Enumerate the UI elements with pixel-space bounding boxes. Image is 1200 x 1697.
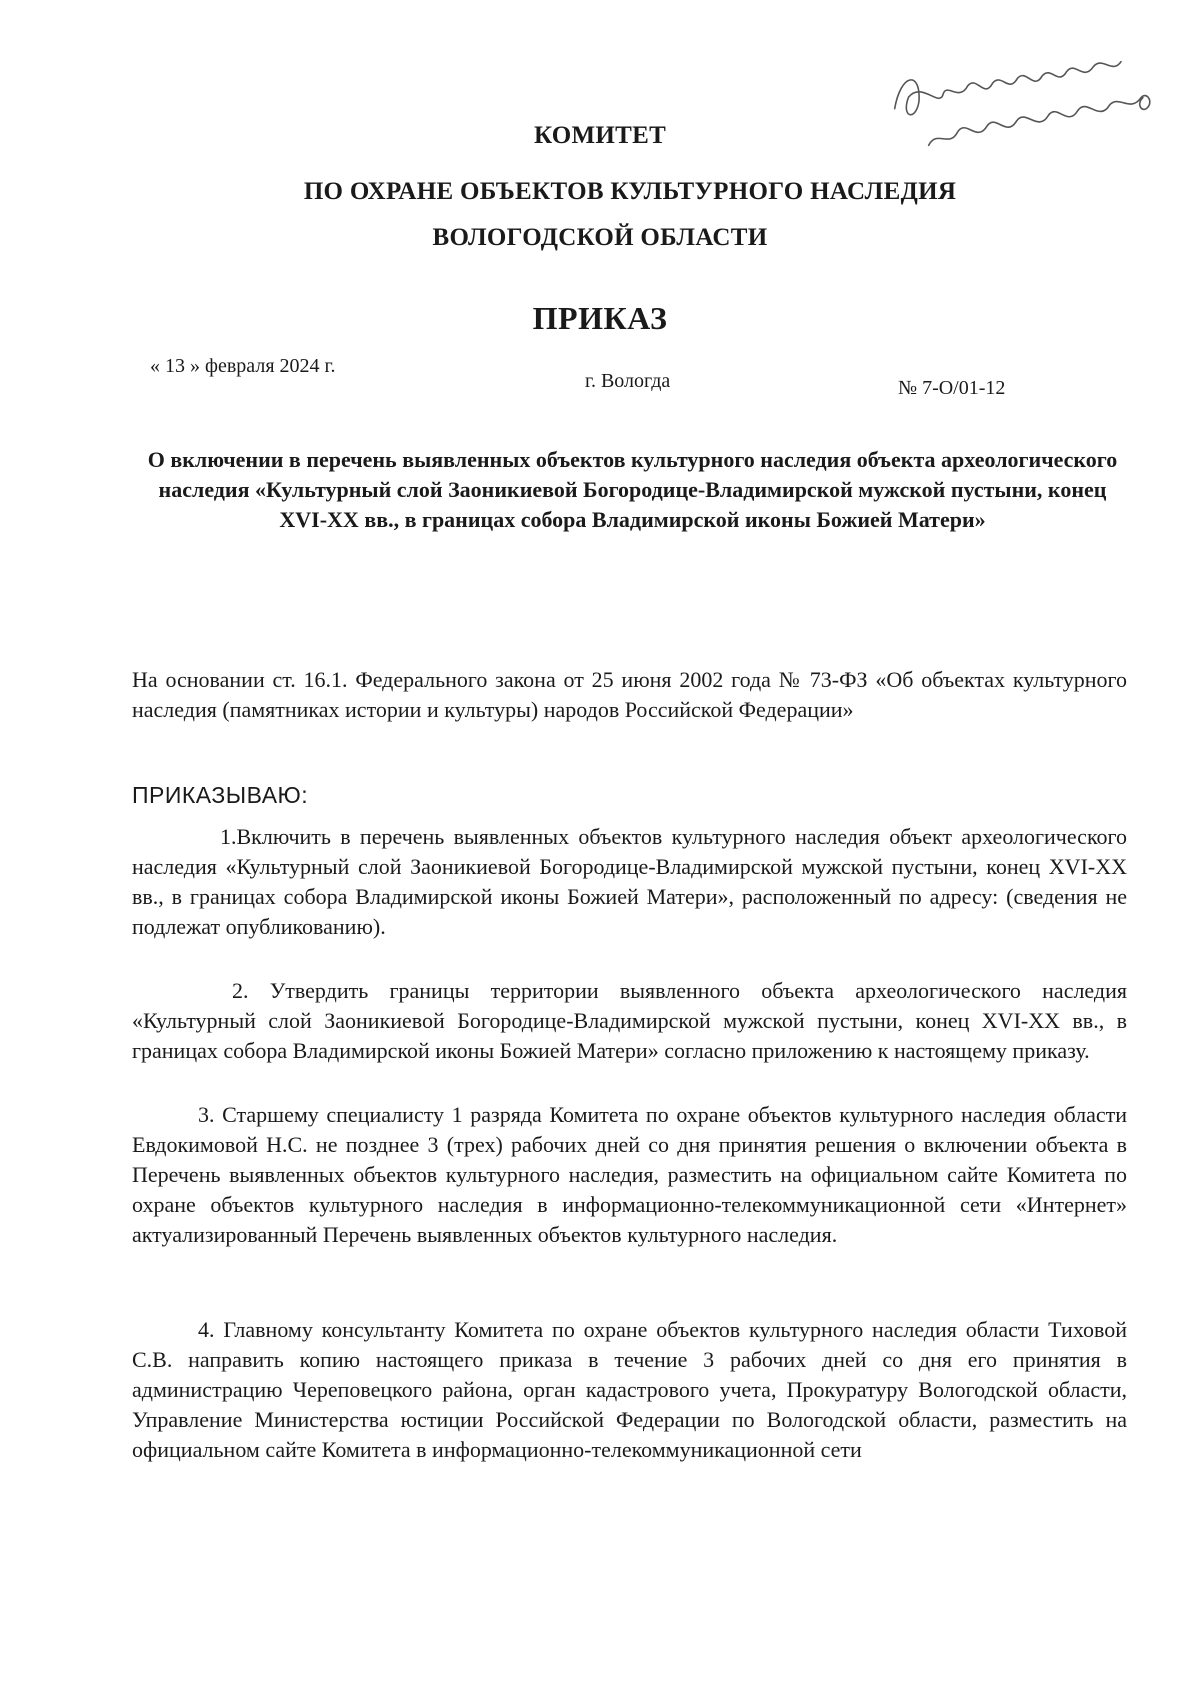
- order-word: ПРИКАЗЫВАЮ:: [132, 782, 309, 808]
- committee-name-line3: ВОЛОГОДСКОЙ ОБЛАСТИ: [432, 224, 768, 251]
- order-item-4: 4. Главному консультанту Комитета по охране объектов культурного наследия области Тиховой С.В. направить копию настоящего приказа в течение 3 рабочих дней со дня его принятия в администрацию Череповецкого района, орган кадастрового учета, Прокуратуру Вологодской области, Управление Министерства юстиции Российской Федерации по Вологодской области, разместить на официальном сайте Комитета в информационно-телекоммуникационной сети: [132, 1317, 1127, 1462]
- committee-name-line2: ПО ОХРАНЕ ОБЪЕКТОВ КУЛЬТУРНОГО НАСЛЕДИЯ: [303, 178, 957, 205]
- order-subject: О включении в перечень выявленных объектов культурного наследия объекта археологического наследия «Культурный слой Заоникиевой Богородице-Владимирской мужской пустыни, конец XVI-XX вв., в границах собора Владимирской иконы Божией Матери»: [147, 447, 1118, 532]
- order-item-2: 2. Утвердить границы территории выявленного объекта археологического наследия «Культурный слой Заоникиевой Богородице-Владимирской мужской пустыни, конец XVI-XX вв., в границах собора Владимирской иконы Божией Матери» согласно приложению к настоящему приказу.: [132, 978, 1127, 1063]
- order-item-3: 3. Старшему специалисту 1 разряда Комитета по охране объектов культурного наследия области Евдокимовой Н.С. не позднее 3 (трех) рабочих дней со дня принятия решения о включении объекта в Перечень выявленных объектов культурного наследия, разместить на официальном сайте Комитета по охране объектов культурного наследия в информационно-телекоммуникационной сети «Интернет» актуализированный Перечень выявленных объектов культурного наследия.: [132, 1102, 1127, 1247]
- committee-name-line1: КОМИТЕТ: [533, 122, 667, 149]
- order-number: № 7-О/01-12: [898, 377, 1006, 399]
- handwritten-note-scribble: [880, 36, 1170, 175]
- document-title: ПРИКАЗ: [532, 300, 668, 336]
- order-date: « 13 » февраля 2024 г.: [150, 355, 336, 377]
- order-city: г. Вологда: [585, 370, 671, 392]
- legal-basis: На основании ст. 16.1. Федерального закона от 25 июня 2002 года № 73-ФЗ «Об объектах культурного наследия (памятниках истории и культуры) народов Российской Федерации»: [132, 667, 1127, 722]
- order-item-1: 1.Включить в перечень выявленных объектов культурного наследия объект археологического наследия «Культурный слой Заоникиевой Богородице-Владимирской мужской пустыни, конец XVI-XX вв., в границах собора Владимирской иконы Божией Матери», расположенный по адресу: (сведения не подлежат опубликованию).: [132, 824, 1127, 939]
- handwritten-note: [880, 36, 1170, 175]
